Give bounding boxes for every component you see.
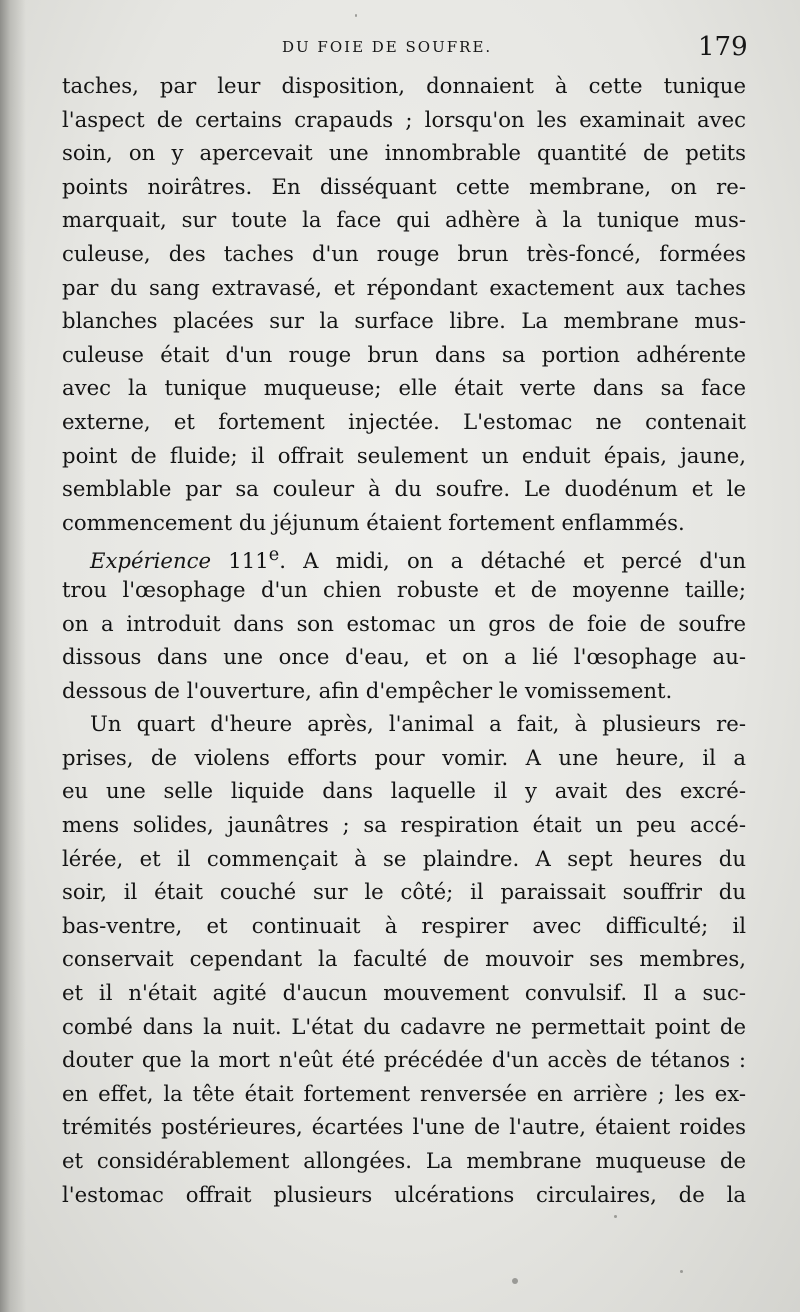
text-line: mens solides, jaunâtres ; sa respiration était un peu accé- [62, 812, 746, 838]
paper-speck [355, 14, 357, 17]
text-line: l'estomac offrait plusieurs ulcérations circulaires, de la [62, 1181, 746, 1207]
text-line: eu une selle liquide dans laquelle il y avait des excré- [62, 778, 746, 804]
binding-shadow [0, 0, 26, 1312]
text-line: blanches placées sur la surface libre. La membrane mus- [62, 308, 746, 334]
text-line: point de fluide; il offrait seulement un enduit épais, jaune, [62, 442, 746, 468]
text-line: et il n'était agité d'aucun mouvement convulsif. Il a suc- [62, 980, 746, 1006]
experience-line-rest: . A midi, on a détaché et percé d'un [279, 548, 746, 574]
text-line: dissous dans une once d'eau, et on a lié l'œsophage au- [62, 644, 746, 670]
paper-speck [614, 1215, 617, 1218]
experience-label: Expérience [90, 548, 212, 574]
running-title: DU FOIE DE SOUFRE. [282, 38, 493, 56]
text-line: prises, de violens efforts pour vomir. A une heure, il a [62, 744, 746, 770]
text-line: culeuse était d'un rouge brun dans sa portion adhérente [62, 341, 746, 367]
page-header [0, 34, 800, 74]
text-line: externe, et fortement injectée. L'estomac ne contenait [62, 408, 746, 434]
page-number: 179 [698, 32, 748, 62]
text-line: lérée, et il commençait à se plaindre. A sept heures du [62, 845, 746, 871]
text-line: douter que la mort n'eût été précédée d'un accès de tétanos : [62, 1047, 746, 1073]
paper-speck [512, 1278, 518, 1284]
text-line: soir, il était couché sur le côté; il paraissait souffrir du [62, 879, 746, 905]
text-line: combé dans la nuit. L'état du cadavre ne permettait point de [62, 1013, 746, 1039]
experience-number: 111 [228, 548, 269, 574]
text-line: par du sang extravasé, et répondant exactement aux taches [62, 274, 746, 300]
text-line: dessous de l'ouverture, afin d'empêcher le vomissement. [62, 677, 673, 703]
paper-speck [680, 1270, 683, 1273]
text-line: commencement du jéjunum étaient fortement enflammés. [62, 509, 685, 535]
text-line: on a introduit dans son estomac un gros de foie de soufre [62, 610, 746, 636]
text-line: trou l'œsophage d'un chien robuste et de moyenne taille; [62, 576, 746, 602]
text-line: avec la tunique muqueuse; elle était verte dans sa face [62, 375, 746, 401]
text-line: soin, on y apercevait une innombrable quantité de petits [62, 140, 746, 166]
text-line: l'aspect de certains crapauds ; lorsqu'on les examinait avec [62, 106, 746, 132]
experience-superscript: e [268, 545, 280, 566]
text-line: taches, par leur disposition, donnaient à cette tunique [62, 73, 746, 98]
text-line: marquait, sur toute la face qui adhère à la tunique mus- [62, 207, 746, 233]
text-line: trémités postérieures, écartées l'une de l'autre, étaient roides [62, 1114, 746, 1140]
text-line: bas-ventre, et continuait à respirer avec difficulté; il [62, 912, 746, 938]
text-line: en effet, la tête était fortement renversée en arrière ; les ex- [62, 1080, 746, 1106]
text-line: conservait cependant la faculté de mouvoir ses membres, [62, 946, 746, 972]
body-text [62, 69, 746, 1211]
text-line: et considérablement allongées. La membrane muqueuse de [62, 1148, 746, 1173]
text-line: semblable par sa couleur à du soufre. Le duodénum et le [62, 476, 746, 502]
text-line: culeuse, des taches d'un rouge brun très-foncé, formées [62, 240, 746, 266]
text-line: points noirâtres. En disséquant cette membrane, on re- [62, 173, 746, 199]
experience-heading-line [62, 539, 746, 573]
text-line: Un quart d'heure après, l'animal a fait, à plusieurs re- [90, 711, 746, 737]
